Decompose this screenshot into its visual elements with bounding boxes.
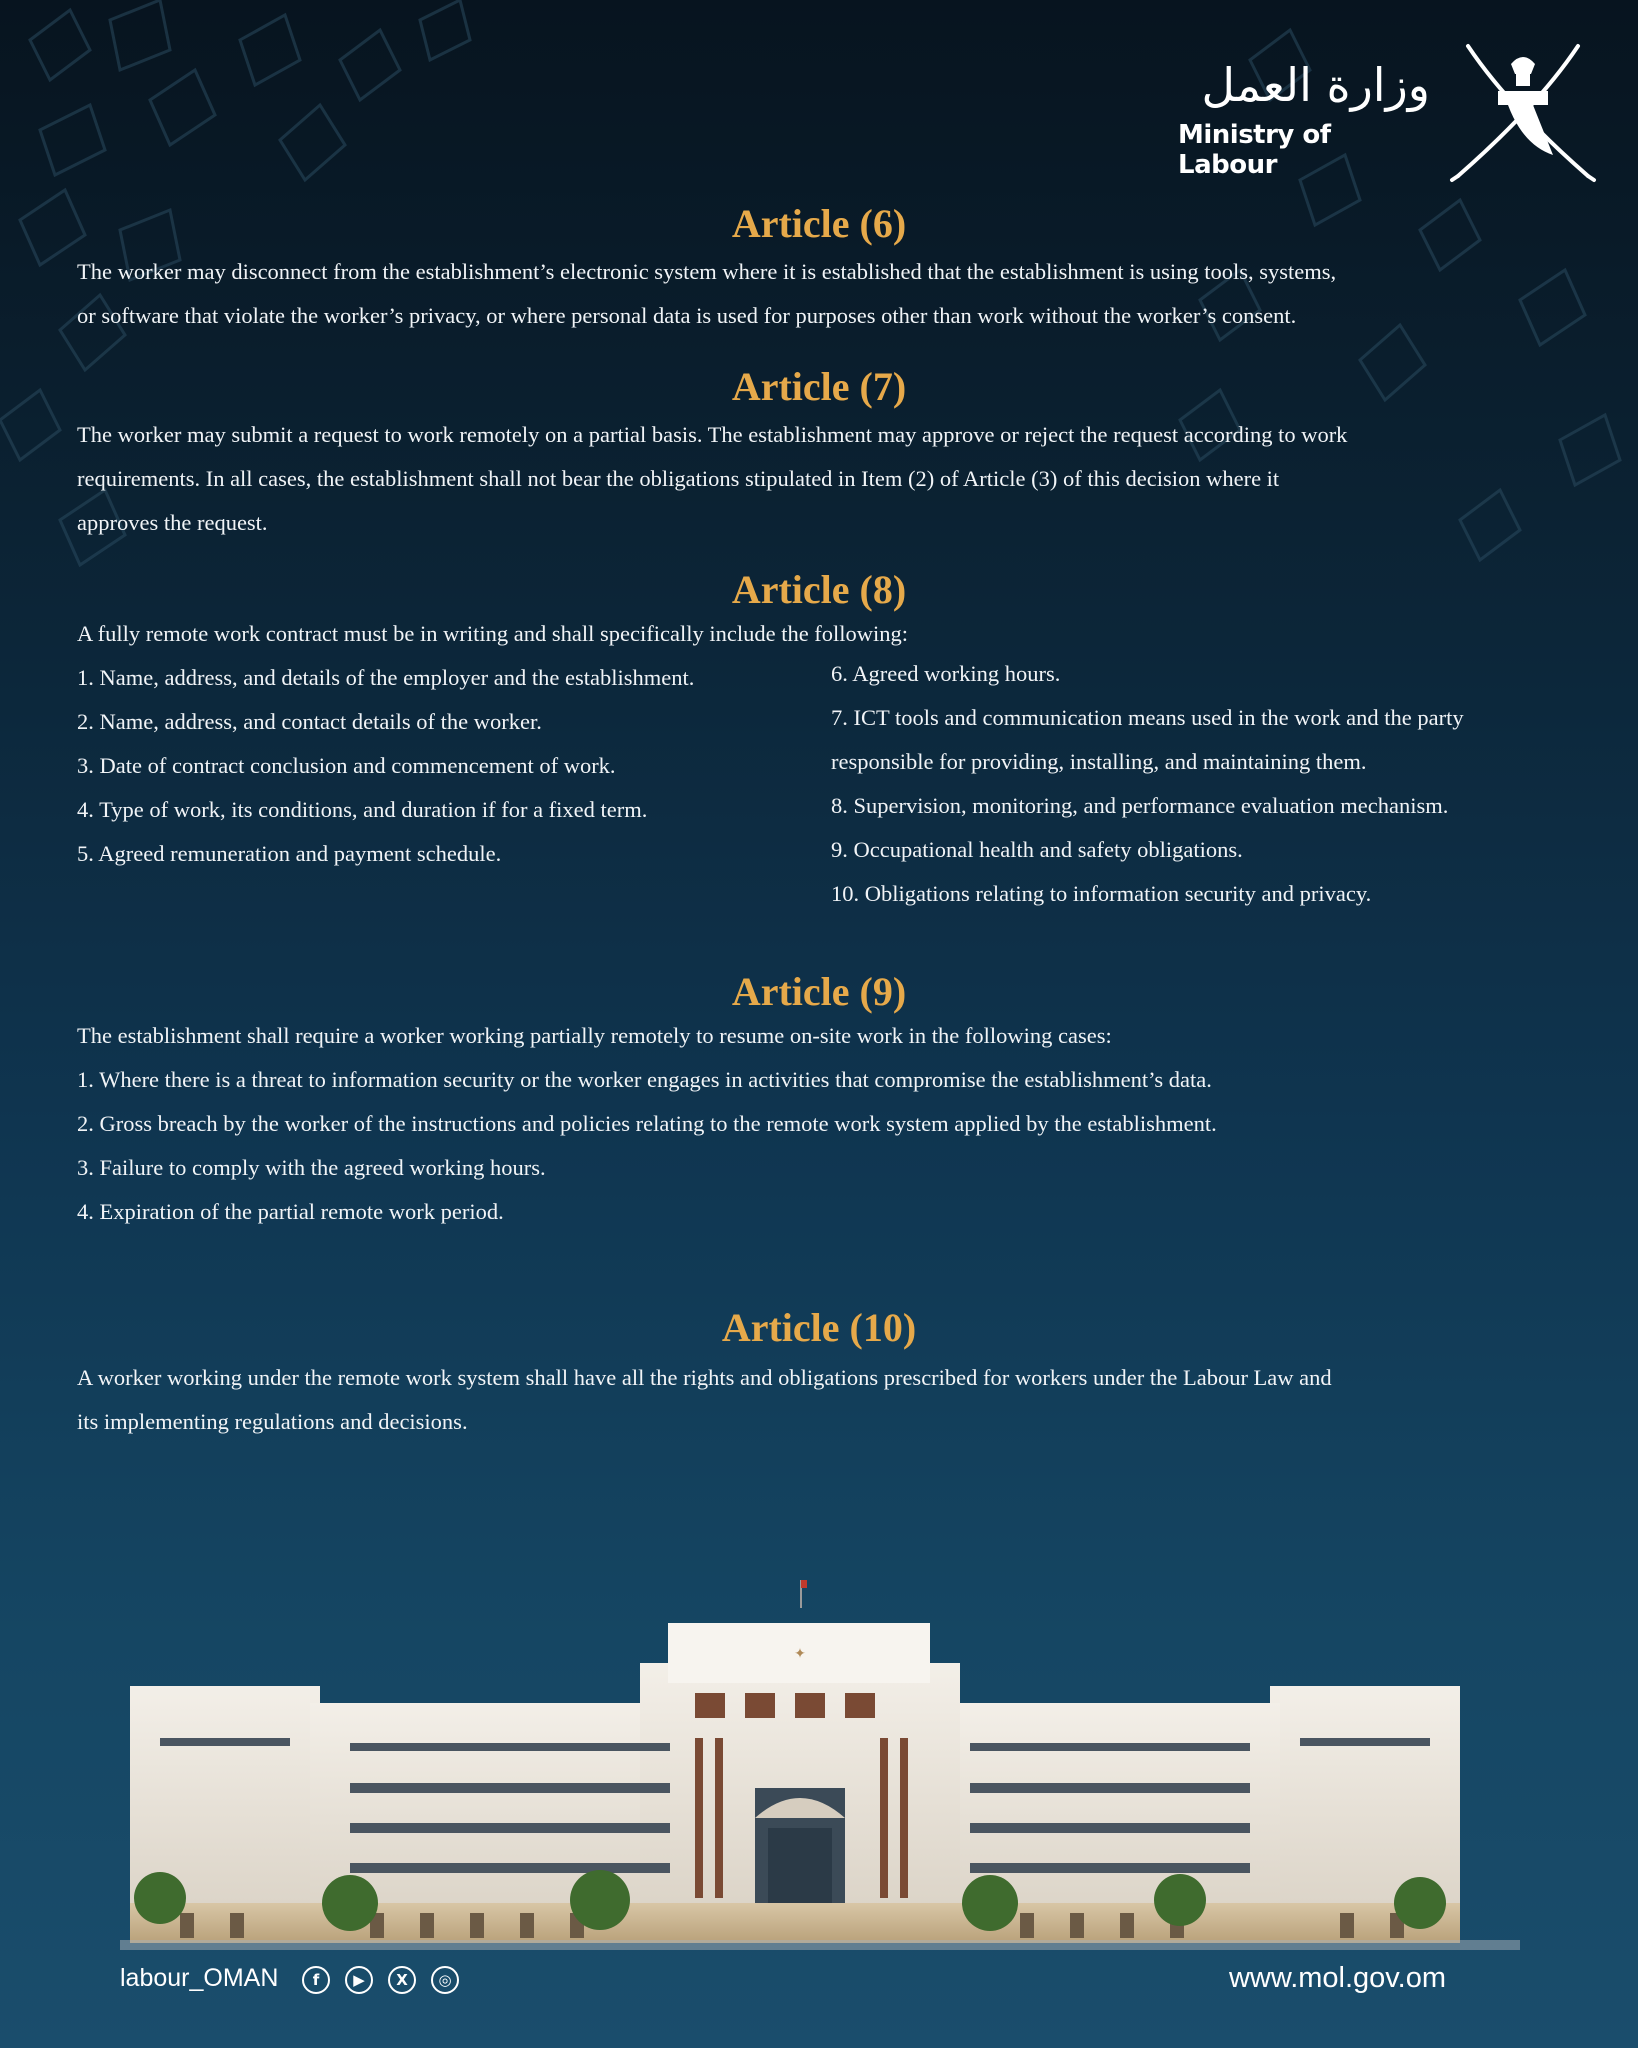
instagram-icon[interactable]: ◎ bbox=[431, 1966, 459, 1994]
ministry-building-image bbox=[120, 1568, 1520, 1958]
article-7-line: requirements. In all cases, the establishment shall not bear the obligations stipulated in Item (2) of Article (3) of this decision where it bbox=[77, 466, 1280, 491]
list-item: 4. Expiration of the partial remote work period. bbox=[77, 1199, 504, 1224]
article-7-line: The worker may submit a request to work remotely on a partial basis. The establishment may approve or reject the request according to work bbox=[77, 422, 1348, 447]
article-10-title: Article (10) bbox=[721, 1305, 917, 1350]
logo-arabic-text: وزارة العمل bbox=[1201, 58, 1430, 112]
list-item: 9. Occupational health and safety obligations. bbox=[831, 837, 1243, 862]
youtube-icon[interactable]: ▶ bbox=[345, 1966, 373, 1994]
list-item: 5. Agreed remuneration and payment schedule. bbox=[77, 841, 502, 866]
article-7-title: Article (7) bbox=[731, 364, 907, 409]
x-icon[interactable]: X bbox=[388, 1966, 416, 1994]
list-item: 1. Name, address, and details of the employer and the establishment. bbox=[77, 665, 695, 690]
list-item: 10. Obligations relating to information security and privacy. bbox=[831, 881, 1372, 906]
list-item: 8. Supervision, monitoring, and performance evaluation mechanism. bbox=[831, 793, 1449, 818]
logo-english-text: Ministry of Labour bbox=[1178, 120, 1331, 180]
list-item: 6. Agreed working hours. bbox=[831, 661, 1061, 686]
list-item: responsible for providing, installing, and maintaining them. bbox=[831, 749, 1367, 774]
article-8-intro: A fully remote work contract must be in writing and shall specifically include the following: bbox=[77, 621, 909, 646]
facebook-icon[interactable]: f bbox=[302, 1966, 330, 1994]
list-item: 3. Failure to comply with the agreed working hours. bbox=[77, 1155, 546, 1180]
list-item: 7. ICT tools and communication means used in the work and the party bbox=[831, 705, 1464, 730]
list-item: 3. Date of contract conclusion and commencement of work. bbox=[77, 753, 616, 778]
article-9 bbox=[77, 968, 1561, 1234]
article-10-line: A worker working under the remote work system shall have all the rights and obligations prescribed for workers under the Labour Law and bbox=[77, 1365, 1332, 1390]
article-6-line: or software that violate the worker’s privacy, or where personal data is used for purposes other than work without the worker’s consent. bbox=[77, 303, 1297, 328]
svg-text:✦: ✦ bbox=[794, 1646, 806, 1662]
article-10-line: its implementing regulations and decisions. bbox=[77, 1409, 468, 1434]
article-9-title: Article (9) bbox=[731, 969, 907, 1014]
website-link[interactable]: www.mol.gov.om bbox=[1228, 1962, 1446, 1994]
article-7-line: approves the request. bbox=[77, 510, 268, 535]
article-6-title: Article (6) bbox=[731, 201, 907, 246]
article-6-line: The worker may disconnect from the establishment’s electronic system where it is established that the establishment is using tools, systems, bbox=[77, 259, 1337, 284]
article-10 bbox=[77, 1304, 1561, 1444]
list-item: 2. Gross breach by the worker of the instructions and policies relating to the remote work system applied by the establishment. bbox=[77, 1111, 1217, 1136]
list-item: 4. Type of work, its conditions, and duration if for a fixed term. bbox=[77, 797, 648, 822]
article-8 bbox=[77, 566, 1561, 906]
article-8-left-list bbox=[77, 656, 817, 876]
article-6 bbox=[77, 200, 1561, 338]
article-8-right-list bbox=[831, 652, 1561, 916]
article-7 bbox=[77, 363, 1561, 545]
article-8-title: Article (8) bbox=[731, 567, 907, 612]
oman-khanjar-emblem-icon bbox=[1448, 36, 1598, 186]
social-handle: labour_OMAN bbox=[120, 1964, 279, 1992]
article-9-intro: The establishment shall require a worker working partially remotely to resume on-site work in the following cases: bbox=[77, 1023, 1112, 1048]
list-item: 1. Where there is a threat to information security or the worker engages in activities that compromise the establishment’s data. bbox=[77, 1067, 1212, 1092]
list-item: 2. Name, address, and contact details of the worker. bbox=[77, 709, 542, 734]
ministry-logo bbox=[1178, 36, 1598, 186]
